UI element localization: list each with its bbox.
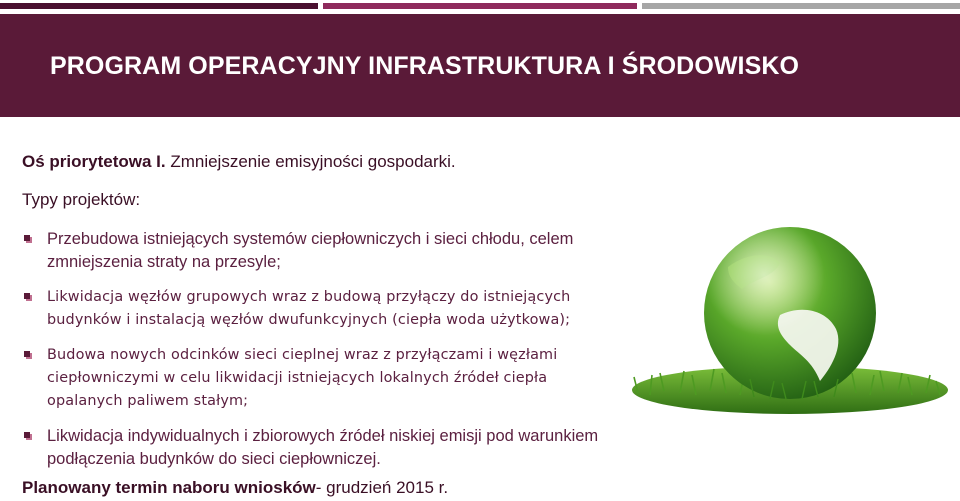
accent-bar-magenta [323, 3, 637, 9]
list-item-text: Budowa nowych odcinków sieci cieplnej wraz z przyłączami i węzłami ciepłowniczymi w celu likwidacji istniejących lokalnych źródeł ciepła opalanych paliwem stałym; [47, 347, 558, 409]
slide-title: PROGRAM OPERACYJNY INFRASTRUKTURA I ŚRODOWISKO [50, 52, 800, 80]
priority-axis-line [22, 152, 456, 172]
list-item [22, 286, 622, 332]
project-types-heading: Typy projektów: [22, 190, 141, 209]
list-item [22, 344, 622, 413]
square-bullet-icon [24, 293, 32, 301]
square-bullet-icon [24, 235, 32, 243]
deadline-line [22, 478, 448, 498]
list-item-text: Likwidacja węzłów grupowych wraz z budową przyłączy do istniejących budynków i instalacją węzłów dwufunkcyjnych (ciepła woda użytkowa); [47, 289, 571, 328]
square-bullet-icon [24, 351, 32, 359]
globe-illustration [630, 205, 950, 430]
deadline-text: - grudzień 2015 r. [315, 478, 449, 497]
title-banner [0, 14, 960, 117]
top-accent-bars [0, 0, 960, 10]
list-item [22, 425, 622, 471]
green-globe-grass-image [630, 205, 950, 430]
square-bullet-icon [24, 432, 32, 440]
project-types-list [22, 228, 622, 483]
list-item-text: Likwidacja indywidualnych i zbiorowych źródeł niskiej emisji pod warunkiem podłączenia budynków do sieci ciepłowniczej. [47, 427, 599, 468]
priority-axis-text: Zmniejszenie emisyjności gospodarki. [165, 152, 456, 171]
list-item-text: Przebudowa istniejących systemów ciepłowniczych i sieci chłodu, celem zmniejszenia straty na przesyle; [47, 230, 574, 271]
priority-axis-label: Oś priorytetowa I. [22, 152, 166, 171]
deadline-label: Planowany termin naboru wniosków [22, 478, 316, 497]
list-item [22, 228, 622, 274]
accent-bar-dark [0, 3, 318, 9]
accent-bar-gray [642, 3, 960, 9]
